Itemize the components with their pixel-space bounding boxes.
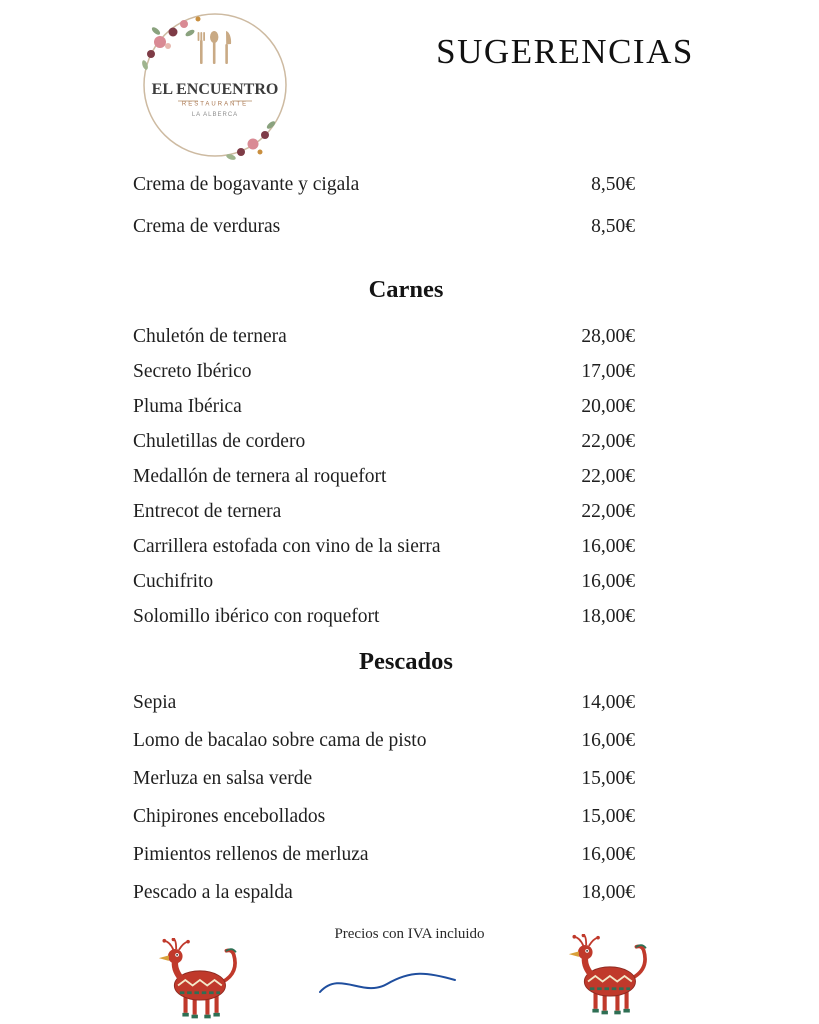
- dish-name: Crema de bogavante y cigala: [133, 174, 360, 195]
- folk-creature-left-icon: [148, 938, 250, 1022]
- dish-name: Solomillo ibérico con roquefort: [133, 606, 380, 627]
- dish-name: Sepia: [133, 692, 177, 713]
- menu-item: [133, 804, 635, 830]
- menu-item: [133, 690, 635, 716]
- menu-item: [133, 604, 635, 630]
- menu-item: [133, 569, 635, 595]
- restaurant-logo-graphic: [118, 4, 310, 166]
- menu-item: [133, 728, 635, 754]
- starters-group: [133, 172, 635, 240]
- dish-name: Medallón de ternera al roquefort: [133, 466, 387, 487]
- dish-name: Pimientos rellenos de merluza: [133, 844, 369, 865]
- dish-name: Chipirones encebollados: [133, 806, 326, 827]
- menu-item: [133, 214, 635, 240]
- dish-price: 18,00€: [581, 606, 635, 627]
- dish-name: Secreto Ibérico: [133, 361, 252, 382]
- iva-note: Precios con IVA incluido: [334, 926, 485, 942]
- carnes-group: [133, 324, 635, 630]
- dish-name: Pescado a la espalda: [133, 882, 293, 903]
- dish-price: 18,00€: [581, 882, 635, 903]
- dish-name: Entrecot de ternera: [133, 501, 282, 522]
- dish-name: Crema de verduras: [133, 216, 281, 237]
- dish-price: 22,00€: [581, 466, 635, 487]
- menu: [133, 172, 635, 918]
- menu-item: [133, 880, 635, 906]
- folk-creature-right-icon: [558, 934, 660, 1018]
- pescados-group: [133, 690, 635, 906]
- menu-item: [133, 429, 635, 455]
- menu-item: [133, 766, 635, 792]
- flower-cluster-bottom-icon: [225, 120, 276, 161]
- restaurant-logo: [118, 4, 310, 166]
- dish-price: 16,00€: [581, 571, 635, 592]
- dish-price: 16,00€: [581, 730, 635, 751]
- dish-price: 8,50€: [591, 216, 635, 237]
- blue-squiggle-icon: [315, 966, 460, 1002]
- dish-name: Lomo de bacalao sobre cama de pisto: [133, 730, 427, 751]
- menu-item: [133, 842, 635, 868]
- menu-item: [133, 464, 635, 490]
- dish-name: Chuletillas de cordero: [133, 431, 306, 452]
- dish-price: 28,00€: [581, 326, 635, 347]
- dish-price: 14,00€: [581, 692, 635, 713]
- dish-name: Merluza en salsa verde: [133, 768, 313, 789]
- logo-location: LA ALBERCA: [191, 112, 239, 118]
- section-title-pescados: Pescados: [359, 648, 453, 675]
- dish-name: Carrillera estofada con vino de la sierra: [133, 536, 441, 557]
- section-title-carnes: Carnes: [368, 276, 444, 303]
- dish-name: Cuchifrito: [133, 571, 214, 592]
- dish-price: 16,00€: [581, 536, 635, 557]
- dish-price: 17,00€: [581, 361, 635, 382]
- logo-title: EL ENCUENTRO: [151, 81, 279, 98]
- menu-item: [133, 499, 635, 525]
- dish-price: 15,00€: [581, 806, 635, 827]
- menu-item: [133, 534, 635, 560]
- menu-item: [133, 324, 635, 350]
- dish-price: 15,00€: [581, 768, 635, 789]
- logo-subtitle: RESTAURANTE: [181, 101, 249, 108]
- dish-price: 16,00€: [581, 844, 635, 865]
- dish-price: 22,00€: [581, 501, 635, 522]
- menu-item: [133, 394, 635, 420]
- dish-name: Chuletón de ternera: [133, 326, 287, 347]
- flower-cluster-top-icon: [141, 17, 201, 71]
- dish-name: Pluma Ibérica: [133, 396, 242, 417]
- cutlery-icon: [198, 31, 231, 64]
- dish-price: 8,50€: [591, 174, 635, 195]
- menu-item: [133, 172, 635, 198]
- dish-price: 20,00€: [581, 396, 635, 417]
- dish-price: 22,00€: [581, 431, 635, 452]
- page-title: SUGERENCIAS: [436, 32, 694, 71]
- menu-item: [133, 359, 635, 385]
